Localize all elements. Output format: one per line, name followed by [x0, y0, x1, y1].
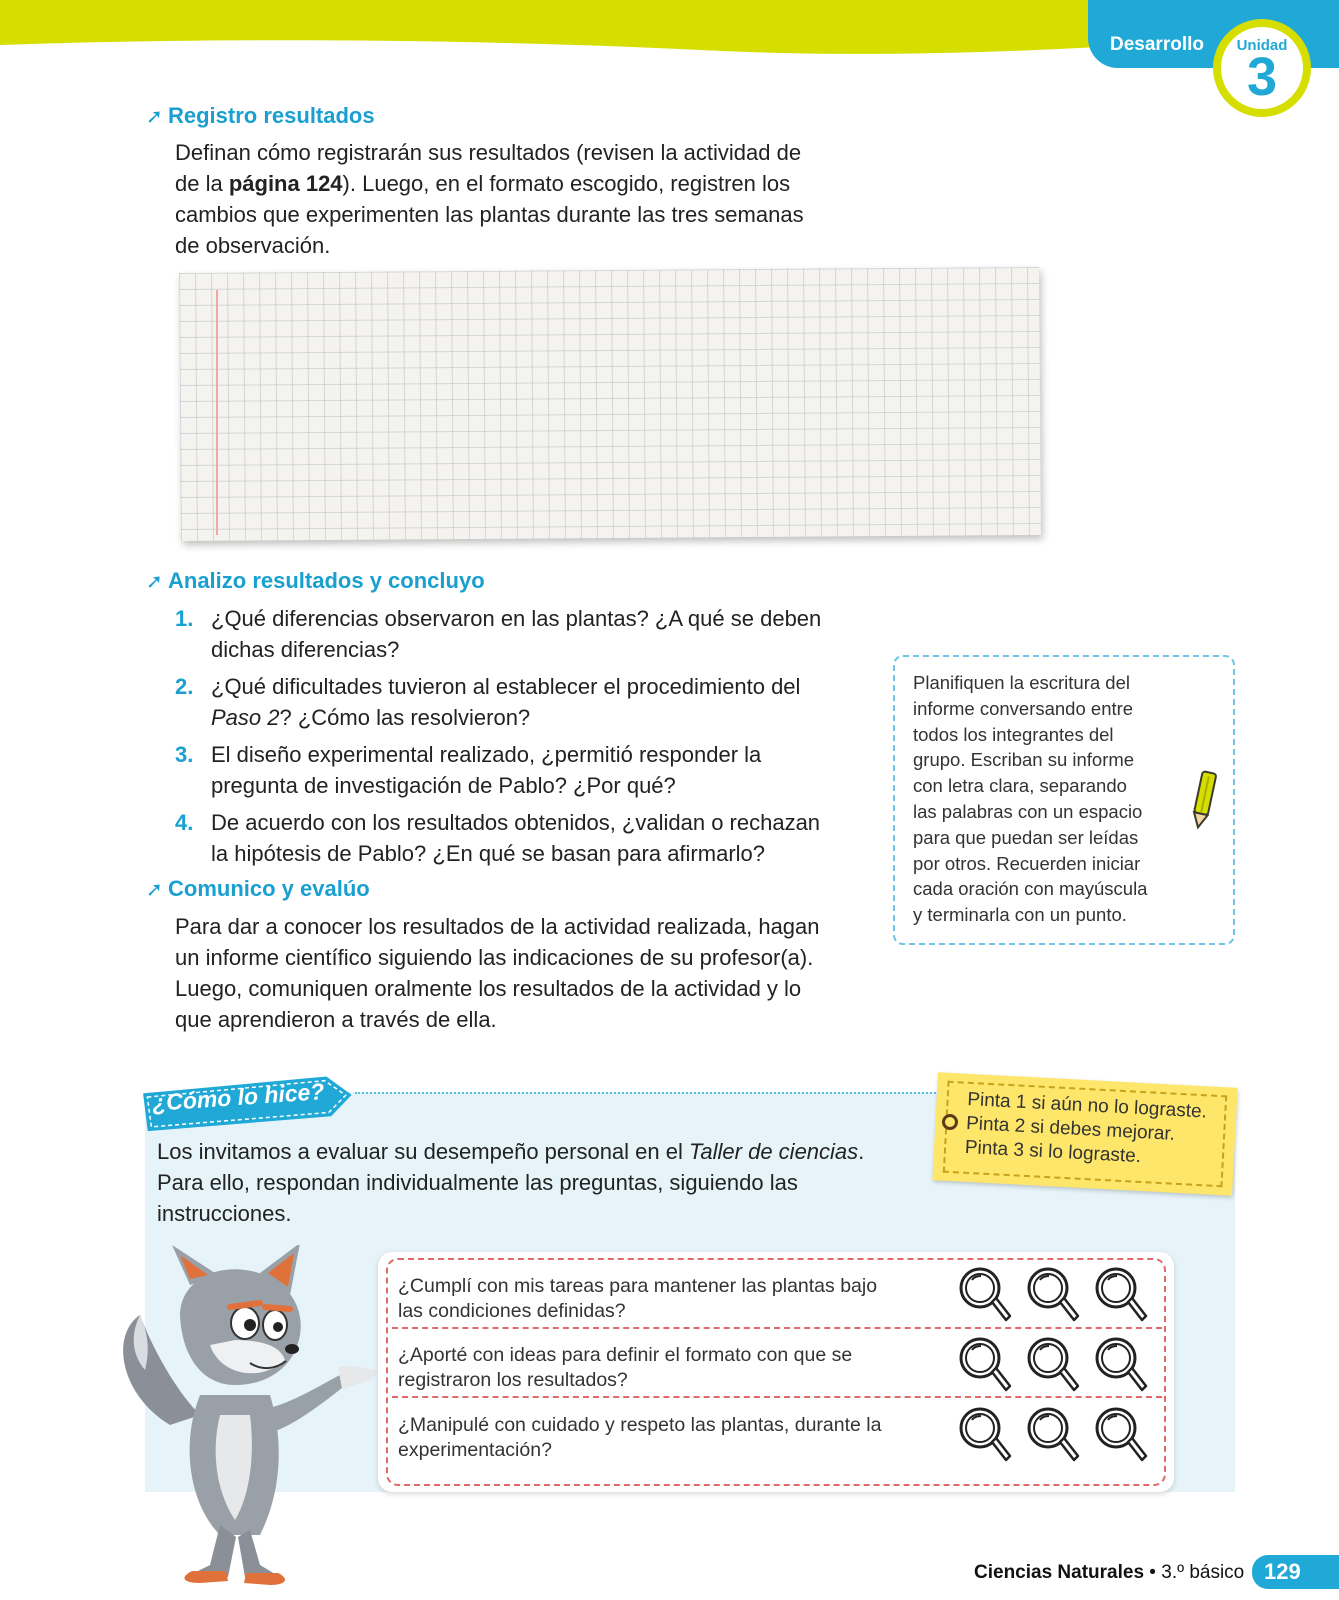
fox-mascot-illustration	[110, 1245, 380, 1585]
tip-line: con letra clara, separando	[913, 775, 1127, 797]
registro-line-2a: de la	[175, 171, 229, 196]
registro-line-3: cambios que experimenten las plantas durante las tres semanas	[175, 202, 804, 227]
rating-magnifier-icon-3-3[interactable]	[1094, 1406, 1148, 1466]
question-line: El diseño experimental realizado, ¿permitió responder la	[211, 742, 762, 767]
self-eval-question-line: experimentación?	[398, 1439, 552, 1461]
comunico-heading	[146, 874, 370, 905]
tip-line: para que puedan ser leídas	[913, 826, 1139, 848]
tip-line: y terminarla con un punto.	[913, 904, 1127, 926]
self-eval-intro-line: instrucciones.	[157, 1201, 292, 1226]
registro-paragraph	[175, 137, 855, 261]
rating-magnifier-icon-2-2[interactable]	[1026, 1336, 1080, 1396]
analizo-questions	[175, 603, 875, 875]
grid-paper-margin	[216, 290, 218, 535]
step-ref: Paso 2	[211, 705, 280, 730]
question-item	[175, 739, 875, 801]
comunico-line: que aprendieron a través de ella.	[175, 1007, 497, 1032]
rating-magnifier-icon-3-2[interactable]	[1026, 1406, 1080, 1466]
legend-bullet-icon	[942, 1114, 958, 1130]
registro-line-2	[175, 168, 855, 199]
intro-text: Los invitamos a evaluar su desempeño personal en el	[157, 1139, 689, 1164]
question-number: 4.	[175, 810, 194, 835]
tip-text	[913, 670, 1183, 928]
registro-line-4: de observación.	[175, 233, 331, 258]
question-number: 3.	[175, 742, 194, 767]
self-eval-separator	[392, 1396, 1162, 1398]
registro-line-1: Definan cómo registrarán sus resultados (revisen la actividad de	[175, 140, 802, 165]
self-eval-intro-line: Para ello, respondan individualmente las preguntas, siguiendo las	[157, 1170, 798, 1195]
comunico-line: Luego, comuniquen oralmente los resultados de la actividad y lo	[175, 976, 802, 1001]
question-line: la hipótesis de Pablo? ¿En qué se basan para afirmarlo?	[211, 841, 766, 866]
self-eval-question-2	[398, 1343, 898, 1393]
self-eval-separator	[392, 1327, 1162, 1329]
rating-magnifier-icon-3-1[interactable]	[958, 1406, 1012, 1466]
comunico-line: un informe científico siguiendo las indicaciones de su profesor(a).	[175, 945, 814, 970]
tip-line: grupo. Escriban su informe	[913, 749, 1135, 771]
registro-line-2c: ). Luego, en el formato escogido, registren los	[342, 171, 791, 196]
unit-word: Unidad	[1236, 37, 1288, 54]
registro-heading	[146, 101, 375, 132]
tip-line: por otros. Recuerden iniciar	[913, 852, 1141, 874]
tip-line: todos los integrantes del	[913, 723, 1114, 745]
tip-line: Planifiquen la escritura del	[913, 672, 1130, 693]
grid-paper[interactable]	[179, 267, 1041, 541]
legend-line: Pinta 2 si debes mejorar.	[965, 1112, 1176, 1145]
comunico-title: Comunico y evalúo	[168, 876, 370, 901]
question-item	[175, 603, 875, 665]
legend-text	[964, 1088, 1207, 1172]
footer-bullet: •	[1144, 1562, 1162, 1583]
intro-period: .	[858, 1139, 865, 1164]
question-line-tail: ? ¿Cómo las resolvieron?	[279, 705, 531, 730]
comunico-line: Para dar a conocer los resultados de la actividad realizada, hagan	[175, 914, 820, 939]
unit-badge-inner	[1221, 27, 1303, 109]
legend-line: Pinta 1 si aún no lo lograste.	[966, 1088, 1208, 1123]
question-line: pregunta de investigación de Pablo? ¿Por qué?	[211, 773, 676, 798]
section-label: Desarrollo	[1110, 34, 1204, 55]
footer-subject: Ciencias Naturales	[974, 1562, 1145, 1583]
self-eval-question-line: ¿Aporté con ideas para definir el formato con que se	[398, 1344, 853, 1366]
taller-ref: Taller de ciencias	[689, 1139, 859, 1164]
question-line: ¿Qué dificultades tuvieron al establecer el procedimiento del	[211, 674, 801, 699]
self-eval-intro-line	[157, 1136, 897, 1167]
question-number: 1.	[175, 606, 194, 631]
rating-magnifier-icon-1-2[interactable]	[1026, 1266, 1080, 1326]
registro-title: Registro resultados	[168, 103, 375, 128]
tip-line: las palabras con un espacio	[913, 800, 1143, 822]
arrow-icon: ➚	[146, 571, 163, 593]
page-ref: página 124	[228, 171, 343, 196]
question-line: De acuerdo con los resultados obtenidos, ¿validan o rechazan	[211, 810, 821, 835]
self-eval-question-3	[398, 1413, 898, 1463]
footer-grade: 3.º básico	[1161, 1562, 1245, 1583]
analizo-heading	[146, 566, 485, 597]
self-eval-question-1	[398, 1274, 898, 1324]
question-line	[211, 702, 875, 733]
rating-magnifier-icon-2-3[interactable]	[1094, 1336, 1148, 1396]
pencil-icon	[1188, 768, 1220, 830]
legend-line: Pinta 3 si lo lograste.	[964, 1136, 1142, 1168]
self-eval-tag: ¿Cómo lo hice?	[151, 1078, 326, 1116]
self-eval-question-line: registraron los resultados?	[398, 1369, 628, 1391]
question-number: 2.	[175, 674, 194, 699]
rating-magnifier-icon-1-1[interactable]	[958, 1266, 1012, 1326]
self-eval-question-line: ¿Cumplí con mis tareas para mantener las plantas bajo	[398, 1275, 878, 1297]
footer	[974, 1562, 1244, 1584]
question-item	[175, 671, 875, 733]
question-line: dichas diferencias?	[211, 637, 400, 662]
question-line: ¿Qué diferencias observaron en las plantas? ¿A qué se deben	[211, 606, 822, 631]
analizo-title: Analizo resultados y concluyo	[168, 568, 485, 593]
arrow-icon: ➚	[146, 879, 163, 901]
page-number: 129	[1252, 1555, 1339, 1589]
tip-line: cada oración con mayúscula	[913, 878, 1148, 900]
rating-magnifier-icon-1-3[interactable]	[1094, 1266, 1148, 1326]
arrow-icon: ➚	[146, 106, 163, 128]
self-eval-question-line: ¿Manipulé con cuidado y respeto las plantas, durante la	[398, 1414, 882, 1436]
comunico-paragraph	[175, 911, 875, 1035]
tip-line: informe conversando entre	[913, 697, 1134, 719]
self-eval-question-line: las condiciones definidas?	[398, 1300, 626, 1322]
rating-magnifier-icon-2-1[interactable]	[958, 1336, 1012, 1396]
question-item	[175, 807, 875, 869]
self-eval-intro	[157, 1136, 897, 1229]
unit-number: 3	[1246, 47, 1278, 107]
